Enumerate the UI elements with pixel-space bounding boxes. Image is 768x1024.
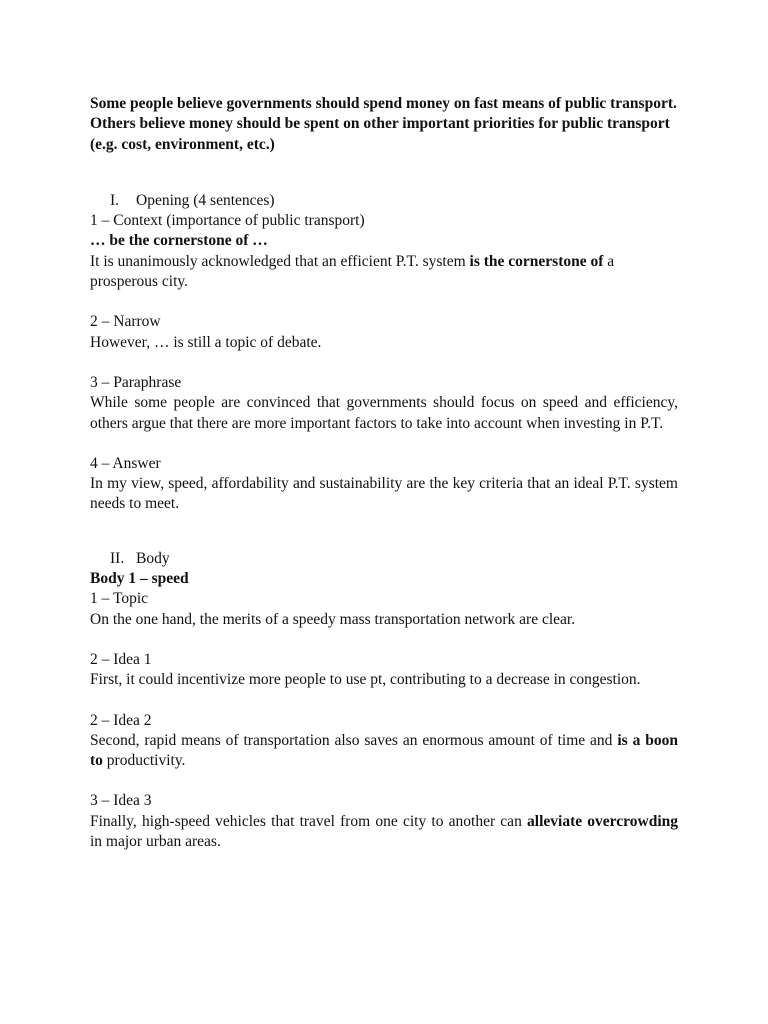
topic-label: 1 – Topic <box>90 590 149 608</box>
section-title: Body <box>136 549 170 567</box>
idea2-label: 2 – Idea 2 <box>90 711 152 729</box>
context-label: 1 – Context (importance of public transport) <box>90 212 365 230</box>
idea3-label: 3 – Idea 3 <box>90 792 152 810</box>
idea1-label: 2 – Idea 1 <box>90 650 152 668</box>
essay-prompt: Some people believe governments should spend money on fast means of public transport. Others believe money should be spent on other important priorities for public transport (e.g. cost, environment, etc.) <box>90 95 677 153</box>
idea2-text: Second, rapid means of transportation also saves an enormous amount of time and is a boon to productivity. <box>90 731 678 770</box>
section-title: Opening (4 sentences) <box>136 191 275 209</box>
idea3-text: Finally, high-speed vehicles that travel from one city to another can alleviate overcrowding in major urban areas. <box>90 812 678 851</box>
section-number: II. <box>110 549 125 567</box>
section-number: I. <box>110 191 120 209</box>
section-heading-opening <box>90 191 678 211</box>
idea1-text: First, it could incentivize more people to use pt, contributing to a decrease in congestion. <box>90 671 641 689</box>
key-phrase: … be the cornerstone of … <box>90 232 268 250</box>
topic-text: On the one hand, the merits of a speedy mass transportation network are clear. <box>90 610 576 628</box>
answer-text: In my view, speed, affordability and sustainability are the key criteria that an ideal P.T. system needs to meet. <box>90 475 678 513</box>
narrow-label: 2 – Narrow <box>90 313 161 331</box>
paraphrase-text: While some people are convinced that governments should focus on speed and efficiency, others argue that there are more important factors to take into account when investing in P.T. <box>90 394 678 432</box>
context-text: It is unanimously acknowledged that an efficient P.T. system is the cornerstone of a prosperous city. <box>90 252 615 291</box>
document-page <box>90 94 678 852</box>
narrow-text: However, … is still a topic of debate. <box>90 333 322 351</box>
paraphrase-label: 3 – Paraphrase <box>90 373 182 391</box>
answer-label: 4 – Answer <box>90 454 161 472</box>
section-heading-body <box>90 549 678 569</box>
body1-label: Body 1 – speed <box>90 570 189 588</box>
